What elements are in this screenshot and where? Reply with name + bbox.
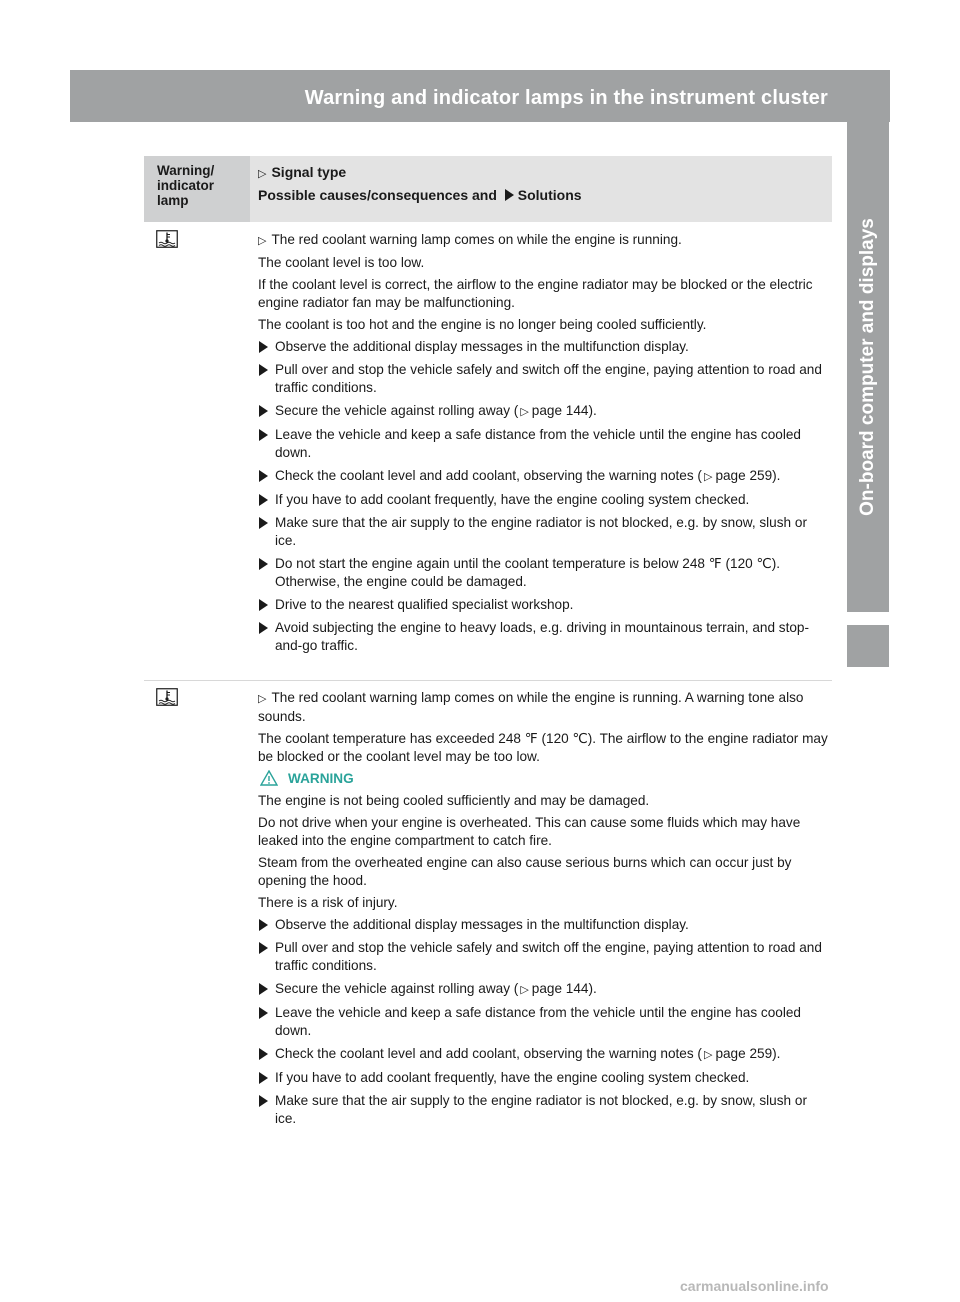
solution-arrow-icon: [259, 942, 268, 954]
solution-step-text: Do not start the engine again until the coolant temperature is below 248 ℉ (120 ℃). Otherwise, the engine could be damaged.: [275, 556, 781, 589]
solution-arrow-icon: [259, 1072, 268, 1084]
solution-step-text: ).: [772, 1046, 781, 1061]
page-reference: page 144: [531, 403, 589, 418]
solution-step: [258, 596, 828, 614]
table-header-lamp-column: [144, 156, 250, 222]
solution-step-text: Leave the vehicle and keep a safe distance from the vehicle until the engine has cooled down.: [275, 427, 801, 460]
solution-step-text: ).: [772, 468, 781, 483]
solution-step: [258, 514, 828, 550]
coolant-temperature-icon: [156, 230, 178, 248]
solution-arrow-icon: [259, 622, 268, 634]
solution-arrow-icon: [259, 599, 268, 611]
solution-step: [258, 338, 828, 356]
solution-step: [258, 1004, 828, 1040]
solution-step: [258, 939, 828, 975]
causes-label: Possible causes/consequences and: [258, 187, 497, 203]
cause-text: The coolant temperature has exceeded 248 ℉ (120 ℃). The airflow to the engine radiator may be blocked or the coolant level may be too low.: [258, 731, 828, 764]
solution-step-text: Secure the vehicle against rolling away (: [275, 981, 519, 996]
header-divider: [898, 70, 900, 122]
solution-step-text: If you have to add coolant frequently, have the engine cooling system checked.: [275, 492, 750, 507]
warning-label: WARNING: [288, 771, 354, 786]
solution-arrow-icon: [259, 517, 268, 529]
cause-text: If the coolant level is correct, the airflow to the engine radiator may be blocked or the electric engine radiator fan may be malfunctioning.: [258, 277, 813, 310]
lamp-column-line-1: Warning/: [157, 163, 215, 178]
lamp-column-line-2: indicator: [157, 178, 215, 193]
page-ref-triangle-icon: ▷: [520, 406, 529, 418]
signal-type-heading: [258, 164, 346, 180]
watermark: carmanualsonline.info: [680, 1278, 829, 1294]
warning-text: Do not drive when your engine is overheated. This can cause some fluids which may have leaked into the engine compartment to catch fire.: [258, 815, 801, 848]
solution-arrow-icon: [259, 983, 268, 995]
solution-step-text: ).: [588, 403, 597, 418]
solution-arrow-icon: [259, 1007, 268, 1019]
solution-arrow-icon: [259, 470, 268, 482]
side-tab-label-wrap: [847, 122, 889, 612]
solution-step: [258, 916, 828, 934]
page-reference: page 259: [715, 1046, 773, 1061]
signal-text: The red coolant warning lamp comes on while the engine is running.: [271, 232, 682, 247]
warning-triangle-icon: [260, 770, 278, 786]
signal-type-label: Signal type: [271, 164, 347, 180]
signal-triangle-icon: ▷: [258, 693, 267, 705]
solution-step-text: Pull over and stop the vehicle safely and switch off the engine, paying attention to road and traffic conditions.: [275, 362, 822, 395]
lamp-column-line-3: lamp: [157, 193, 189, 208]
solution-step-text: If you have to add coolant frequently, have the engine cooling system checked.: [275, 1070, 750, 1085]
page-reference: page 144: [531, 981, 589, 996]
page-number: 231: [914, 87, 948, 109]
solution-step: [258, 1092, 828, 1128]
solution-arrow-icon: [259, 919, 268, 931]
solution-arrow-icon: [259, 558, 268, 570]
cause-text: The coolant level is too low.: [258, 255, 425, 270]
solution-step-text: Leave the vehicle and keep a safe distance from the vehicle until the engine has cooled down.: [275, 1005, 801, 1038]
solution-step: [258, 467, 828, 486]
side-tab-label: On-board computer and displays: [857, 218, 878, 516]
lamp-description-row-1: [258, 231, 828, 660]
row-divider: [144, 680, 832, 681]
solution-arrow-icon: [505, 189, 514, 201]
solution-step: [258, 402, 828, 421]
solution-step-text: Secure the vehicle against rolling away (: [275, 403, 519, 418]
page-ref-triangle-icon: ▷: [520, 984, 529, 996]
solution-arrow-icon: [259, 1095, 268, 1107]
solution-step: [258, 426, 828, 462]
solution-arrow-icon: [259, 341, 268, 353]
solution-step: [258, 980, 828, 999]
page-ref-triangle-icon: ▷: [703, 1049, 713, 1061]
signal-description: [258, 231, 828, 250]
causes-solutions-heading: [258, 187, 582, 203]
warning-text: The engine is not being cooled sufficiently and may be damaged.: [258, 793, 650, 808]
signal-text: The red coolant warning lamp comes on while the engine is running. A warning tone also sounds.: [258, 690, 804, 724]
solution-step: [258, 555, 828, 591]
coolant-temperature-icon: [156, 688, 178, 706]
warning-heading: [258, 770, 828, 788]
page-title: Warning and indicator lamps in the instrument cluster: [304, 87, 828, 109]
lamp-description-row-2: [258, 689, 828, 1133]
solution-step: [258, 1045, 828, 1064]
side-tab-marker: [847, 625, 889, 667]
solution-step-text: Check the coolant level and add coolant, observing the warning notes (: [275, 468, 702, 483]
solution-step-text: ).: [588, 981, 597, 996]
solution-step: [258, 361, 828, 397]
solution-step-text: Drive to the nearest qualified specialist workshop.: [275, 597, 574, 612]
solution-step-text: Make sure that the air supply to the engine radiator is not blocked, e.g. by snow, slush or ice.: [275, 1093, 807, 1126]
signal-description: [258, 689, 828, 726]
signal-triangle-icon: ▷: [258, 235, 267, 247]
solutions-label: Solutions: [517, 187, 582, 203]
solution-arrow-icon: [259, 405, 268, 417]
solution-step: [258, 491, 828, 509]
solution-step-text: Observe the additional display messages in the multifunction display.: [275, 917, 689, 932]
page-header: [70, 70, 948, 122]
solution-step: [258, 1069, 828, 1087]
solution-step: [258, 619, 828, 655]
solution-step-text: Observe the additional display messages in the multifunction display.: [275, 339, 689, 354]
warning-text: Steam from the overheated engine can also cause serious burns which can occur just by opening the hood.: [258, 855, 792, 888]
table-header: [144, 156, 832, 222]
cause-text: The coolant is too hot and the engine is no longer being cooled sufficiently.: [258, 317, 707, 332]
solution-arrow-icon: [259, 494, 268, 506]
warning-text: There is a risk of injury.: [258, 895, 398, 910]
solution-step-text: Make sure that the air supply to the engine radiator is not blocked, e.g. by snow, slush or ice.: [275, 515, 807, 548]
solution-step-text: Check the coolant level and add coolant, observing the warning notes (: [275, 1046, 702, 1061]
solution-arrow-icon: [259, 429, 268, 441]
solution-step-text: Pull over and stop the vehicle safely and switch off the engine, paying attention to road and traffic conditions.: [275, 940, 822, 973]
solution-arrow-icon: [259, 364, 268, 376]
page-ref-triangle-icon: ▷: [703, 471, 713, 483]
solution-step-text: Avoid subjecting the engine to heavy loads, e.g. driving in mountainous terrain, and stop-and-go traffic.: [275, 620, 810, 653]
signal-triangle-icon: ▷: [258, 168, 267, 180]
page-reference: page 259: [715, 468, 773, 483]
solution-arrow-icon: [259, 1048, 268, 1060]
